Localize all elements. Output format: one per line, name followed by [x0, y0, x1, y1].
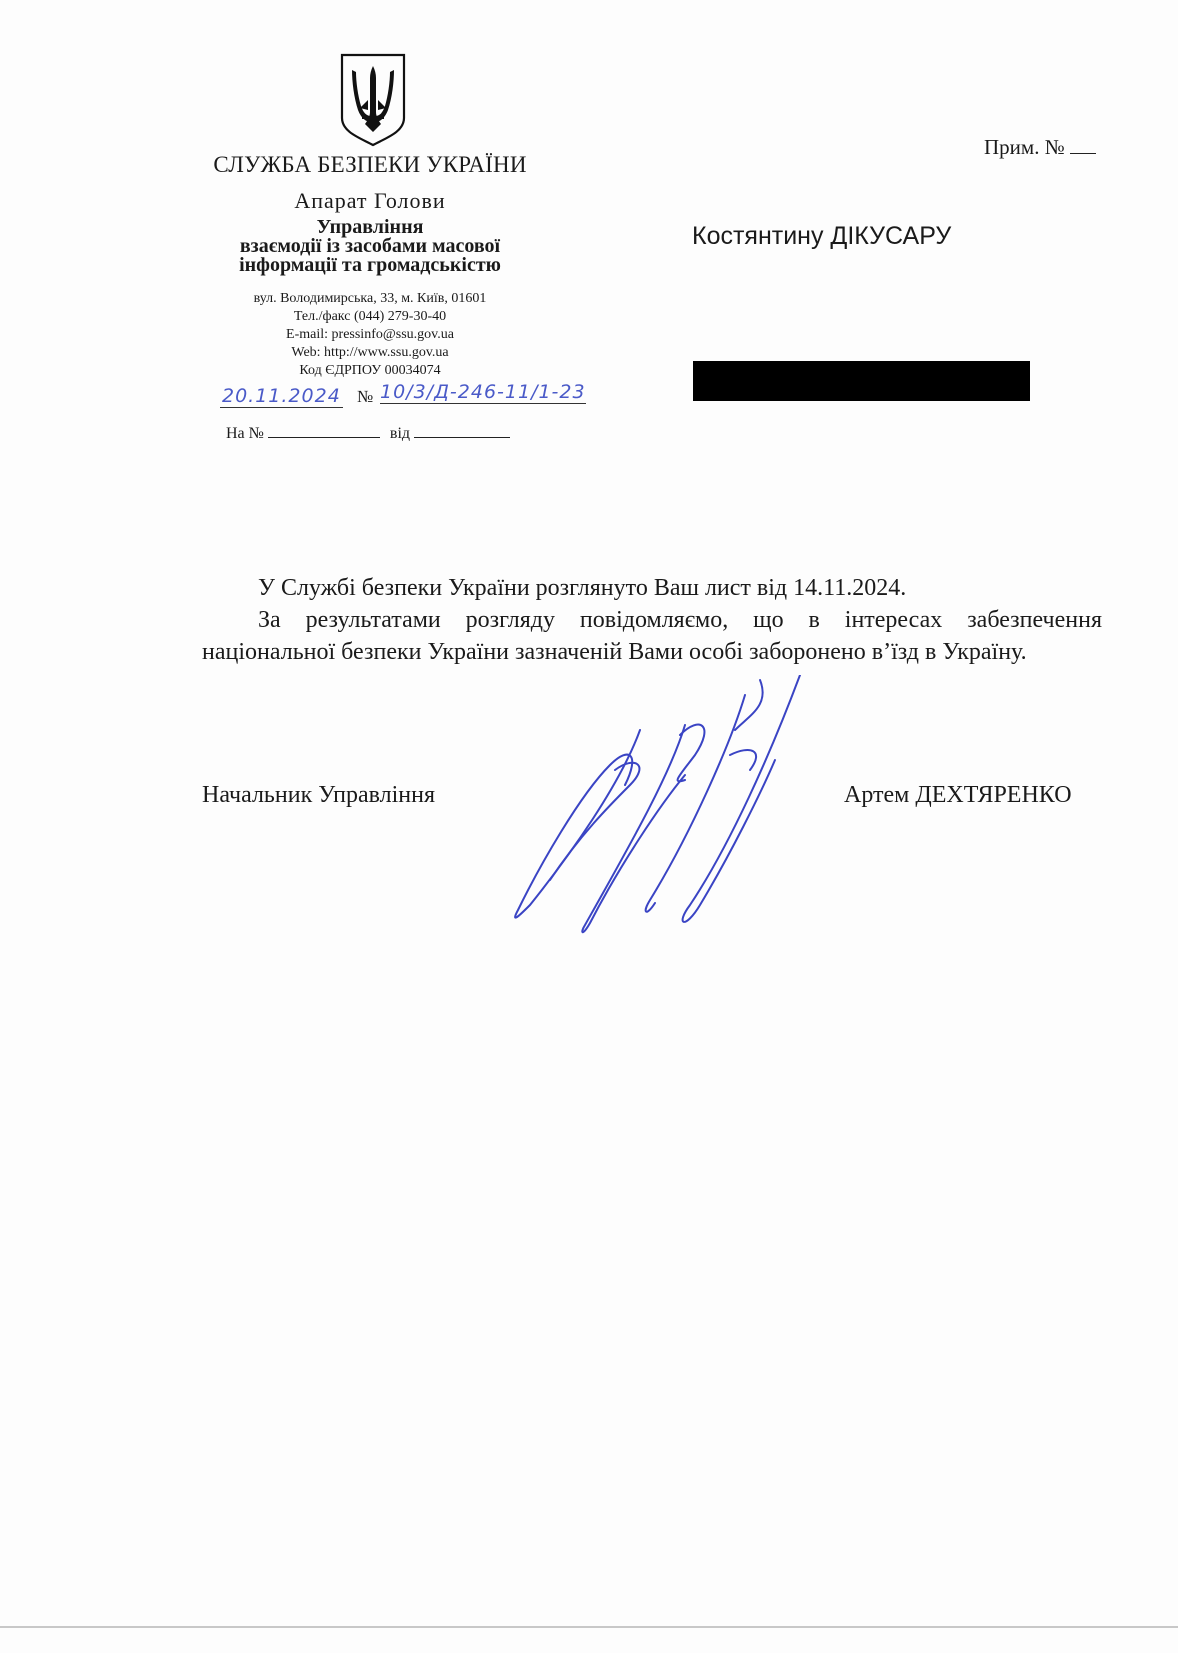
handwritten-signature: [510, 675, 850, 940]
reply-from-label: від: [389, 425, 411, 442]
page-edge: [0, 1626, 1178, 1628]
department-name: [170, 218, 570, 275]
outgoing-number: 10/3/Д-246-11/1-23: [380, 381, 586, 403]
phone-fax: Тел./факс (044) 279-30-40: [293, 309, 447, 324]
outgoing-date: 20.11.2024: [222, 385, 341, 407]
department-line: Управління: [316, 216, 424, 238]
copy-number-label: Прим. №: [984, 135, 1065, 159]
addressee: Костянтину ДІКУСАРУ: [692, 222, 952, 250]
address: вул. Володимирська, 33, м. Київ, 01601: [253, 291, 487, 306]
org-name: СЛУЖБА БЕЗПЕКИ УКРАЇНИ: [213, 152, 527, 177]
edrpou-code: Код ЄДРПОУ 00034074: [299, 363, 441, 378]
reply-no-label: На №: [226, 425, 264, 442]
signatory-name: Артем ДЕХТЯРЕНКО: [844, 782, 1072, 808]
reply-reference: [226, 423, 510, 443]
trident-emblem-icon: [338, 52, 408, 148]
body-paragraph: За результатами розгляду повідомляємо, що в інтересах забезпечення національної безпеки України зазначеній Вами особі заборонено в’їзд в Україну.: [202, 607, 1102, 665]
redacted-block: [693, 361, 1030, 401]
email: E-mail: pressinfo@ssu.gov.ua: [286, 327, 454, 342]
department-line: інформації та громадськістю: [239, 254, 501, 276]
org-apparatus: Апарат Голови: [294, 188, 446, 213]
letter-body: [202, 572, 1102, 668]
contact-block: [170, 290, 570, 380]
department-line: взаємодії із засобами масової: [239, 235, 501, 257]
reply-no-blank: [268, 423, 380, 438]
number-sign: №: [357, 387, 374, 406]
outgoing-registration: [220, 381, 600, 415]
copy-number-blank: [1070, 137, 1096, 154]
reply-from-blank: [414, 423, 510, 438]
body-paragraph: У Службі безпеки України розглянуто Ваш лист від 14.11.2024.: [258, 575, 907, 601]
copy-number: [984, 135, 1096, 160]
website: Web: http://www.ssu.gov.ua: [291, 345, 449, 360]
signatory-title: Начальник Управління: [202, 782, 435, 808]
